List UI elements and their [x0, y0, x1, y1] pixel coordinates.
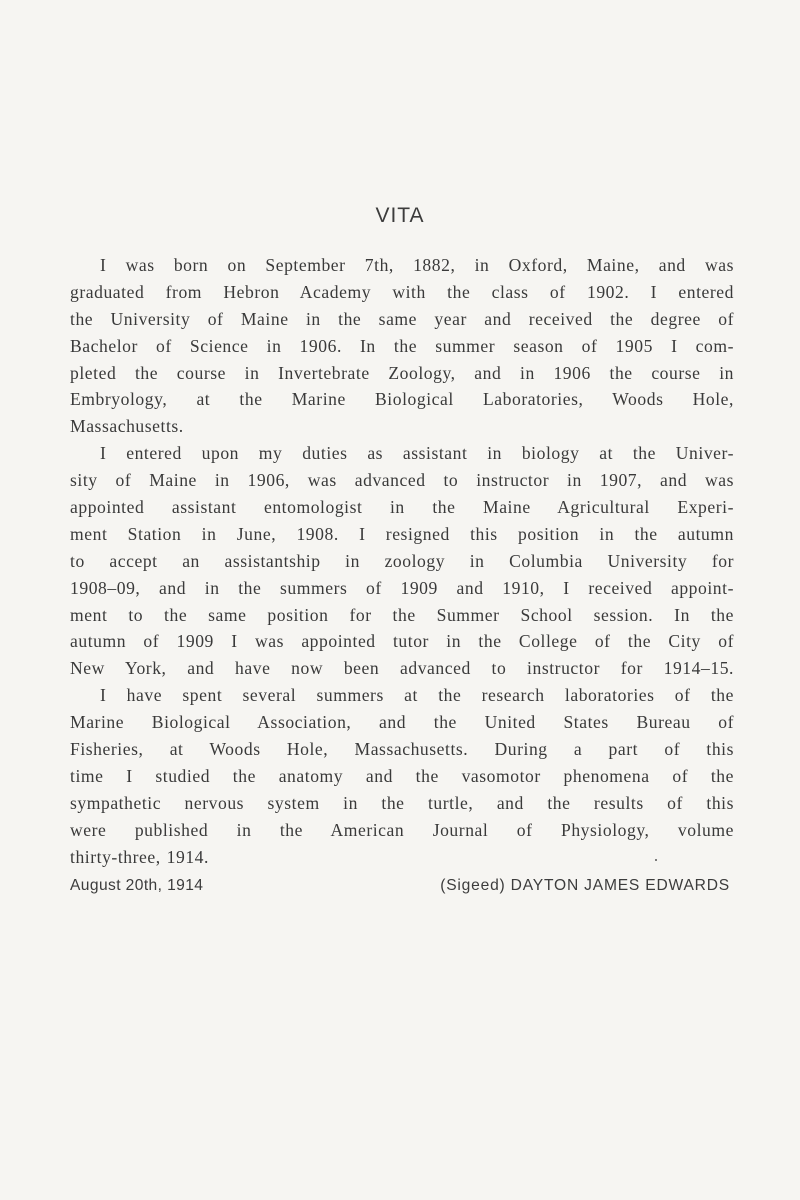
- text-line: New York, and have now been advanced to instructor for 1914–15.: [70, 658, 734, 679]
- text-line: sympathetic nervous system in the turtle, and the results of this: [70, 792, 734, 813]
- ink-speck: [655, 859, 657, 861]
- text-line: Bachelor of Science in 1906. In the summer season of 1905 I com-: [70, 335, 734, 356]
- text-line: were published in the American Journal of Physiology, volume: [70, 819, 734, 840]
- text-line: autumn of 1909 I was appointed tutor in the College of the City of: [70, 631, 734, 652]
- footer: [70, 877, 730, 899]
- text-line: the University of Maine in the same year and received the degree of: [70, 308, 734, 329]
- page-title: VITA: [375, 204, 425, 227]
- text-line: sity of Maine in 1906, was advanced to instructor in 1907, and was: [70, 470, 734, 491]
- text-line: thirty-three, 1914.: [70, 846, 209, 867]
- text-line: Massachusetts.: [70, 416, 184, 437]
- signature-line: (Sigeed) DAYTON JAMES EDWARDS: [440, 877, 730, 894]
- text-line: time I studied the anatomy and the vasomotor phenomena of the: [70, 765, 734, 786]
- body-text: [70, 252, 734, 870]
- text-line: ment Station in June, 1908. I resigned this position in the autumn: [70, 523, 734, 544]
- date-line: August 20th, 1914: [70, 877, 204, 894]
- text-line: graduated from Hebron Academy with the class of 1902. I entered: [70, 281, 734, 302]
- text-line: 1908–09, and in the summers of 1909 and 1910, I received appoint-: [70, 577, 734, 598]
- text-line: I have spent several summers at the research laboratories of the: [100, 685, 734, 706]
- text-line: I entered upon my duties as assistant in biology at the Univer-: [100, 443, 734, 464]
- text-line: Embryology, at the Marine Biological Laboratories, Woods Hole,: [70, 389, 734, 410]
- text-line: I was born on September 7th, 1882, in Oxford, Maine, and was: [100, 255, 734, 275]
- text-line: pleted the course in Invertebrate Zoology, and in 1906 the course in: [70, 362, 734, 383]
- text-line: Fisheries, at Woods Hole, Massachusetts. During a part of this: [70, 739, 734, 760]
- text-line: appointed assistant entomologist in the Maine Agricultural Experi-: [70, 497, 734, 518]
- text-line: ment to the same position for the Summer School session. In the: [70, 604, 734, 625]
- text-line: Marine Biological Association, and the United States Bureau of: [70, 712, 734, 733]
- text-line: to accept an assistantship in zoology in Columbia University for: [70, 550, 734, 571]
